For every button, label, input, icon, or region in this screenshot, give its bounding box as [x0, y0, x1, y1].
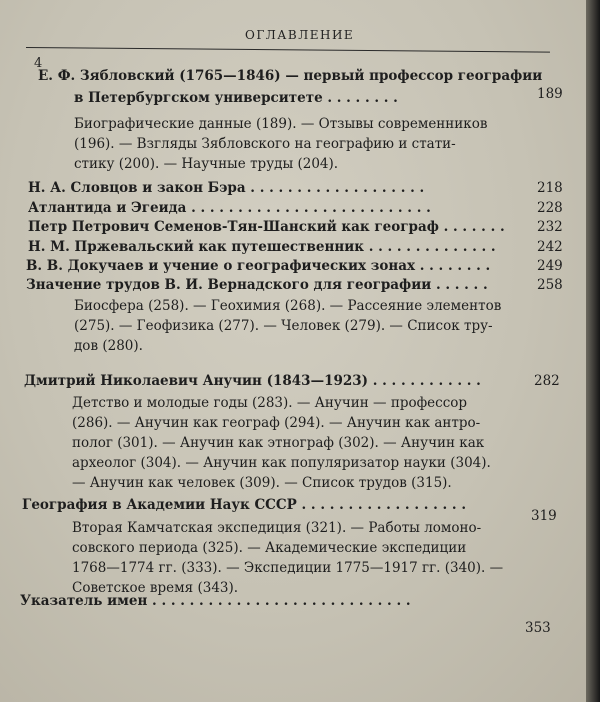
toc-page-number: 319 [531, 508, 557, 524]
toc-subentry: — Анучин как человек (309). — Список трудов (315). [72, 475, 452, 491]
toc-entry-title: в Петербургском университете . . . . . . . . [74, 90, 398, 106]
toc-entry-title: Значение трудов В. И. Вернадского для географии . . . . . . [26, 277, 488, 293]
toc-page-number: 353 [525, 620, 551, 636]
toc-entry-title: Н. М. Пржевальский как путешественник . . . . . . . . . . . . . . [28, 239, 496, 255]
toc-subentry: (286). — Анучин как географ (294). — Анучин как антро- [72, 415, 481, 431]
toc-entry-title: География в Академии Наук СССР . . . . . . . . . . . . . . . . . . [22, 497, 467, 513]
toc-subentry: Биографические данные (189). — Отзывы современников [74, 116, 488, 132]
toc-page-number: 228 [537, 200, 563, 216]
toc-subentry: археолог (304). — Анучин как популяризатор науки (304). [72, 455, 491, 471]
toc-entry-title: Указатель имен . . . . . . . . . . . . . . . . . . . . . . . . . . . . [20, 593, 411, 609]
toc-entry-title: Атлантида и Эгеида . . . . . . . . . . . . . . . . . . . . . . . . . . [28, 200, 431, 216]
toc-entry-title: Н. А. Словцов и закон Бэра . . . . . . . . . . . . . . . . . . . [28, 180, 425, 196]
toc-page-number: 189 [537, 86, 563, 102]
toc-heading: ОГЛАВЛЕНИЕ [245, 28, 355, 42]
toc-subentry: Советское время (343). [72, 580, 239, 596]
toc-page-number: 242 [537, 239, 563, 255]
header-rule [26, 47, 550, 53]
toc-page-number: 232 [537, 219, 563, 235]
toc-subentry: 1768—1774 гг. (333). — Экспедиции 1775—1917 гг. (340). — [72, 560, 504, 576]
toc-subentry: полог (301). — Анучин как этнограф (302). — Анучин как [72, 435, 485, 451]
toc-subentry: (196). — Взгляды Зябловского на географию и стати- [74, 136, 456, 152]
toc-page-number: 258 [537, 277, 563, 293]
toc-subentry: (275). — Геофизика (277). — Человек (279). — Список тру- [74, 318, 493, 334]
toc-subentry: совского периода (325). — Академические экспедиции [72, 540, 467, 556]
toc-subentry: Детство и молодые годы (283). — Анучин — профессор [72, 395, 468, 411]
toc-entry-title: В. В. Докучаев и учение о географических зонах . . . . . . . . [26, 258, 491, 274]
toc-entry-title: Дмитрий Николаевич Анучин (1843—1923) . . . . . . . . . . . . [24, 373, 481, 389]
toc-entry-title: Петр Петрович Семенов-Тян-Шанский как географ . . . . . . . [28, 219, 505, 235]
page-edge-shadow [586, 0, 600, 702]
toc-page-number: 282 [534, 373, 560, 389]
toc-page-number: 249 [537, 258, 563, 274]
toc-subentry: дов (280). [74, 338, 143, 354]
page-number: 4 [34, 56, 43, 71]
toc-entry-title: Е. Ф. Зябловский (1765—1846) — первый профессор географии [38, 68, 543, 84]
toc-subentry: Вторая Камчатская экспедиция (321). — Работы ломоно- [72, 520, 482, 536]
toc-page-number: 218 [537, 180, 563, 196]
toc-subentry: стику (200). — Научные труды (204). [74, 156, 339, 172]
toc-subentry: Биосфера (258). — Геохимия (268). — Рассеяние элементов [74, 298, 502, 314]
